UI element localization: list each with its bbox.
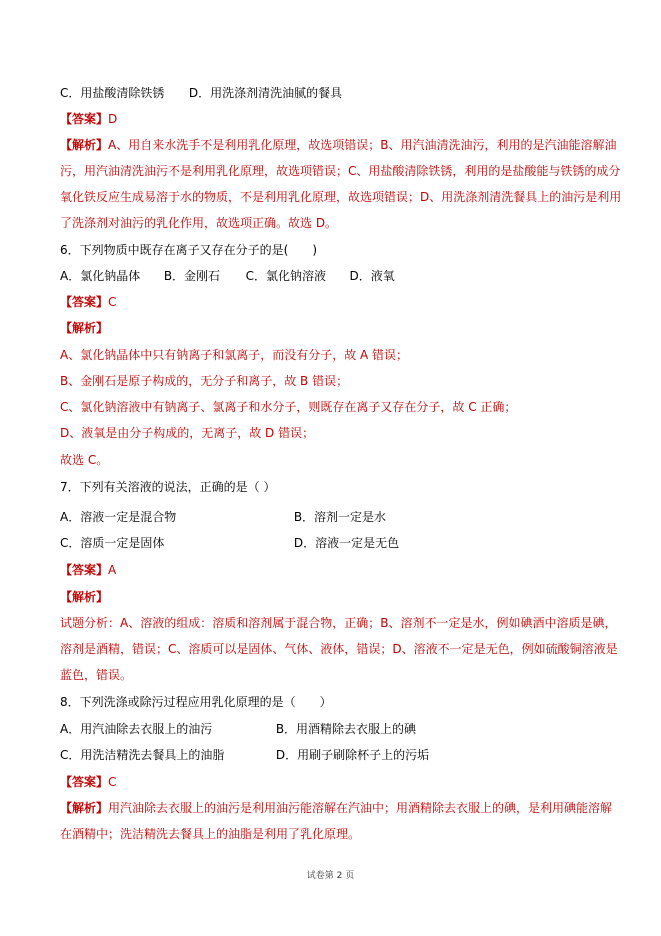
q8-analysis-line: 在酒精中；洗洁精洗去餐具上的油脂是利用了乳化原理。 <box>60 827 361 841</box>
q7-option-c: C．溶质一定是固体 <box>60 536 165 550</box>
answer-label: 【答案】 <box>60 775 109 789</box>
a5-analysis-line: 氧化铁反应生成易溶于水的物质，不是利用乳化原理，故选项错误；D、用洗涤剂清洗餐具上的油污是利用 <box>60 190 622 204</box>
q6-options-row <box>60 268 605 284</box>
q8-options-row <box>60 747 605 763</box>
q6-stem: 6．下列物质中既存在离子又存在分子的是( ) <box>60 243 317 257</box>
answer-label: 【答案】 <box>60 295 109 309</box>
q7-option-a: A．溶液一定是混合物 <box>60 510 177 524</box>
q7-analysis-line: 试题分析：A、溶液的组成：溶质和溶剂属于混合物，正确；B、溶剂不一定是水，例如碘酒中溶质是碘， <box>60 616 617 630</box>
answer-value: C <box>108 295 117 309</box>
q7-analysis-line: 蓝色，错误。 <box>60 668 133 682</box>
q6-option-b: B．金刚石 <box>163 269 221 283</box>
q8-option-a: A．用汽油除去衣服上的油污 <box>60 722 213 736</box>
q6-analysis-line: A、氯化钠晶体中只有钠离子和氯离子，而没有分子，故 A 错误； <box>60 348 409 362</box>
q7-option-b: B．溶剂一定是水 <box>293 510 387 524</box>
q5-option-d: D．用洗涤剂清洗油腻的餐具 <box>188 86 343 100</box>
q5-options-row <box>60 85 605 101</box>
a5-analysis-line: 了洗涤剂对油污的乳化作用，故选项正确。故选 D。 <box>60 216 338 230</box>
answer-label: 【答案】 <box>60 563 109 577</box>
q6-option-a: A．氯化钠晶体 <box>60 269 141 283</box>
q8-analysis-line <box>60 800 613 816</box>
q8-options-row <box>60 721 605 737</box>
q7-stem: 7．下列有关溶液的说法，正确的是（ ） <box>60 480 276 494</box>
q8-option-c: C．用洗洁精洗去餐具上的油脂 <box>60 748 225 762</box>
q7-analysis-line: 溶剂是酒精，错误；C、溶质可以是固体、气体、液体，错误；D、溶液不一定是无色，例如硫酸铜溶液是 <box>60 642 618 656</box>
q6-analysis-label <box>60 320 605 336</box>
a5-analysis-line <box>60 137 617 153</box>
answer-value: D <box>108 112 118 126</box>
q6-answer <box>60 294 605 310</box>
q8-answer <box>60 774 605 790</box>
q8-stem: 8．下列洗涤或除污过程应用乳化原理的是（ ） <box>60 695 332 709</box>
answer-label: 【答案】 <box>60 112 109 126</box>
q7-analysis-label <box>60 589 605 605</box>
analysis-label: 【解析】 <box>60 801 109 815</box>
analysis-label: 【解析】 <box>60 138 109 152</box>
q5-option-c: C．用盐酸清除铁锈 <box>60 86 165 100</box>
q6-analysis-line: B、金刚石是原子构成的，无分子和离子，故 B 错误； <box>60 374 349 388</box>
q6-analysis-line: C、氯化钠溶液中有钠离子、氯离子和水分子，则既存在离子又存在分子，故 C 正确； <box>60 400 517 414</box>
page-footer: 试卷第 2 页 <box>306 871 355 881</box>
q7-options-row <box>60 535 605 551</box>
answer-value: A <box>108 563 117 577</box>
a5-answer <box>60 111 605 127</box>
answer-value: C <box>108 775 117 789</box>
q6-analysis-line: D、液氧是由分子构成的，无离子，故 D 错误； <box>60 426 315 440</box>
q8-option-d: D．用刷子刷除杯子上的污垢 <box>275 748 430 762</box>
a5-analysis-line: 污，用汽油清洗油污不是利用乳化原理，故选项错误；C、用盐酸清除铁锈，利用的是盐酸能与铁锈的成分 <box>60 164 621 178</box>
q7-option-d: D．溶液一定是无色 <box>293 536 400 550</box>
q6-option-d: D．液氧 <box>349 269 395 283</box>
q7-answer <box>60 562 605 578</box>
analysis-text: 用汽油除去衣服上的油污是利用油污能溶解在汽油中；用酒精除去衣服上的碘，是利用碘能溶解 <box>108 801 613 815</box>
q7-options-row <box>60 509 605 525</box>
q6-analysis-line: 故选 C。 <box>60 453 109 467</box>
analysis-label: 【解析】 <box>60 590 109 604</box>
q8-option-b: B．用酒精除去衣服上的碘 <box>275 722 417 736</box>
q6-option-c: C．氯化钠溶液 <box>245 269 327 283</box>
analysis-text: A、用自来水洗手不是利用乳化原理，故选项错误；B、用汽油清洗油污，利用的是汽油能溶解油 <box>108 138 617 152</box>
analysis-label: 【解析】 <box>60 321 109 335</box>
